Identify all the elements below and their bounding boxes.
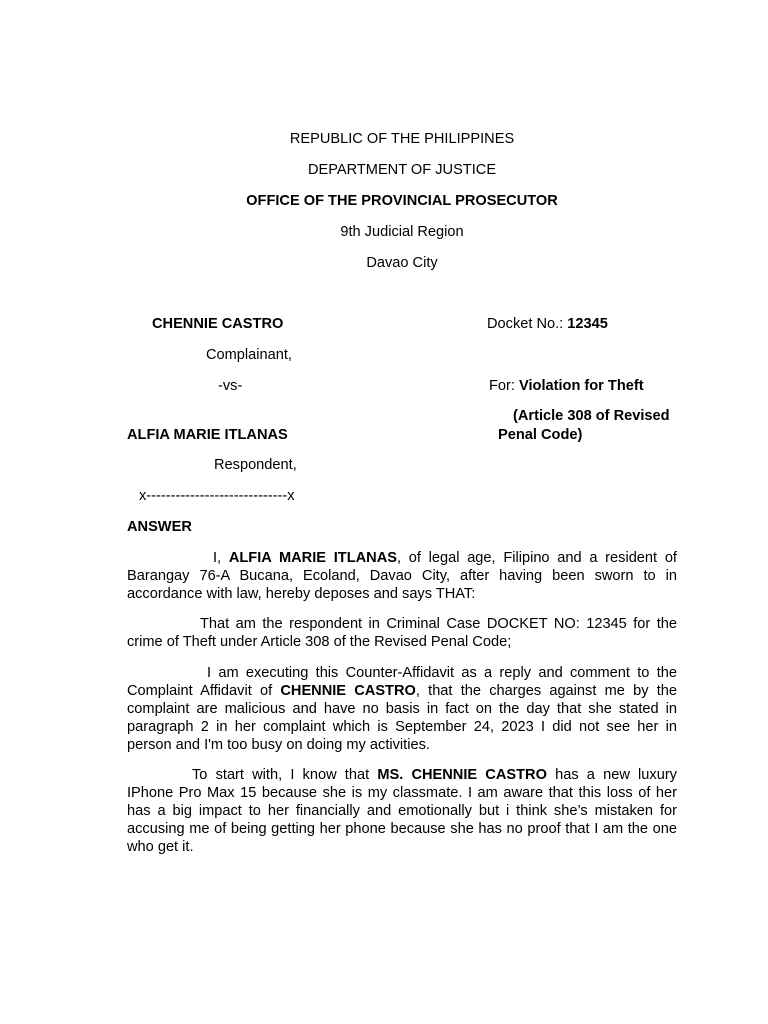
paragraph-counter-pre: I am executing this Counter-Affidavit as a reply and comment to the Complaint Affidavit of (127, 665, 677, 699)
offense-line (489, 377, 644, 395)
paragraph-respondent-text: That am the respondent in Criminal Case DOCKET NO: 12345 for the crime of Theft under Article 308 of the Revised Penal Code; (127, 616, 677, 650)
docket-line (487, 315, 608, 333)
respondent-name: ALFIA MARIE ITLANAS (127, 427, 288, 443)
document-title: ANSWER (127, 519, 192, 535)
paragraph-iphone-pre: To start with, I know that (192, 767, 378, 783)
complainant-role: Complainant, (206, 347, 292, 363)
article-line-2: Penal Code) (498, 427, 583, 443)
offense-name: Violation for Theft (519, 378, 644, 394)
docket-label: Docket No.: (487, 316, 568, 332)
paragraph-counter-post: , that the charges against me by the complaint are malicious and have no basis in fact on the day that she stated in paragraph 2 in her complaint which is September 24, 2023 I did not see her in person and I'm too busy on doing my activities. (127, 683, 677, 753)
caption-divider: x-----------------------------x (139, 488, 295, 504)
versus-label: -vs- (218, 378, 243, 394)
respondent-name-inline: ALFIA MARIE ITLANAS (228, 550, 397, 566)
complainant-name-inline-2: MS. CHENNIE CASTRO (377, 767, 547, 783)
header-republic: REPUBLIC OF THE PHILIPPINES (289, 131, 515, 147)
complainant-name: CHENNIE CASTRO (152, 316, 284, 332)
paragraph-intro-pre: I, (213, 550, 229, 566)
header-office: OFFICE OF THE PROVINCIAL PROSECUTOR (246, 193, 558, 209)
for-label: For: (489, 378, 519, 394)
paragraph-intro-post: , of legal age, Filipino and a resident of Barangay 76-A Bucana, Ecoland, Davao City, after having been sworn to in accordance with law, hereby deposes and says THAT: (127, 550, 677, 602)
paragraph-iphone (127, 766, 677, 856)
header-department: DEPARTMENT OF JUSTICE (307, 162, 497, 178)
header-region: 9th Judicial Region (340, 224, 464, 240)
respondent-role: Respondent, (214, 457, 297, 473)
paragraph-counter-affidavit (127, 664, 677, 754)
paragraph-intro (127, 549, 677, 603)
paragraph-respondent-statement (127, 615, 677, 651)
paragraph-iphone-post: has a new luxury IPhone Pro Max 15 because she is my classmate. I am aware that this loss of her has a big impact to her financially and emotionally but i think she’s mistaken for accusing me of being getting her phone because she has no proof that I am the one who get it. (127, 767, 677, 855)
docket-number: 12345 (567, 316, 608, 332)
complainant-name-inline: CHENNIE CASTRO (280, 683, 416, 699)
article-line-1: (Article 308 of Revised (513, 408, 670, 424)
header-city: Davao City (366, 255, 438, 271)
